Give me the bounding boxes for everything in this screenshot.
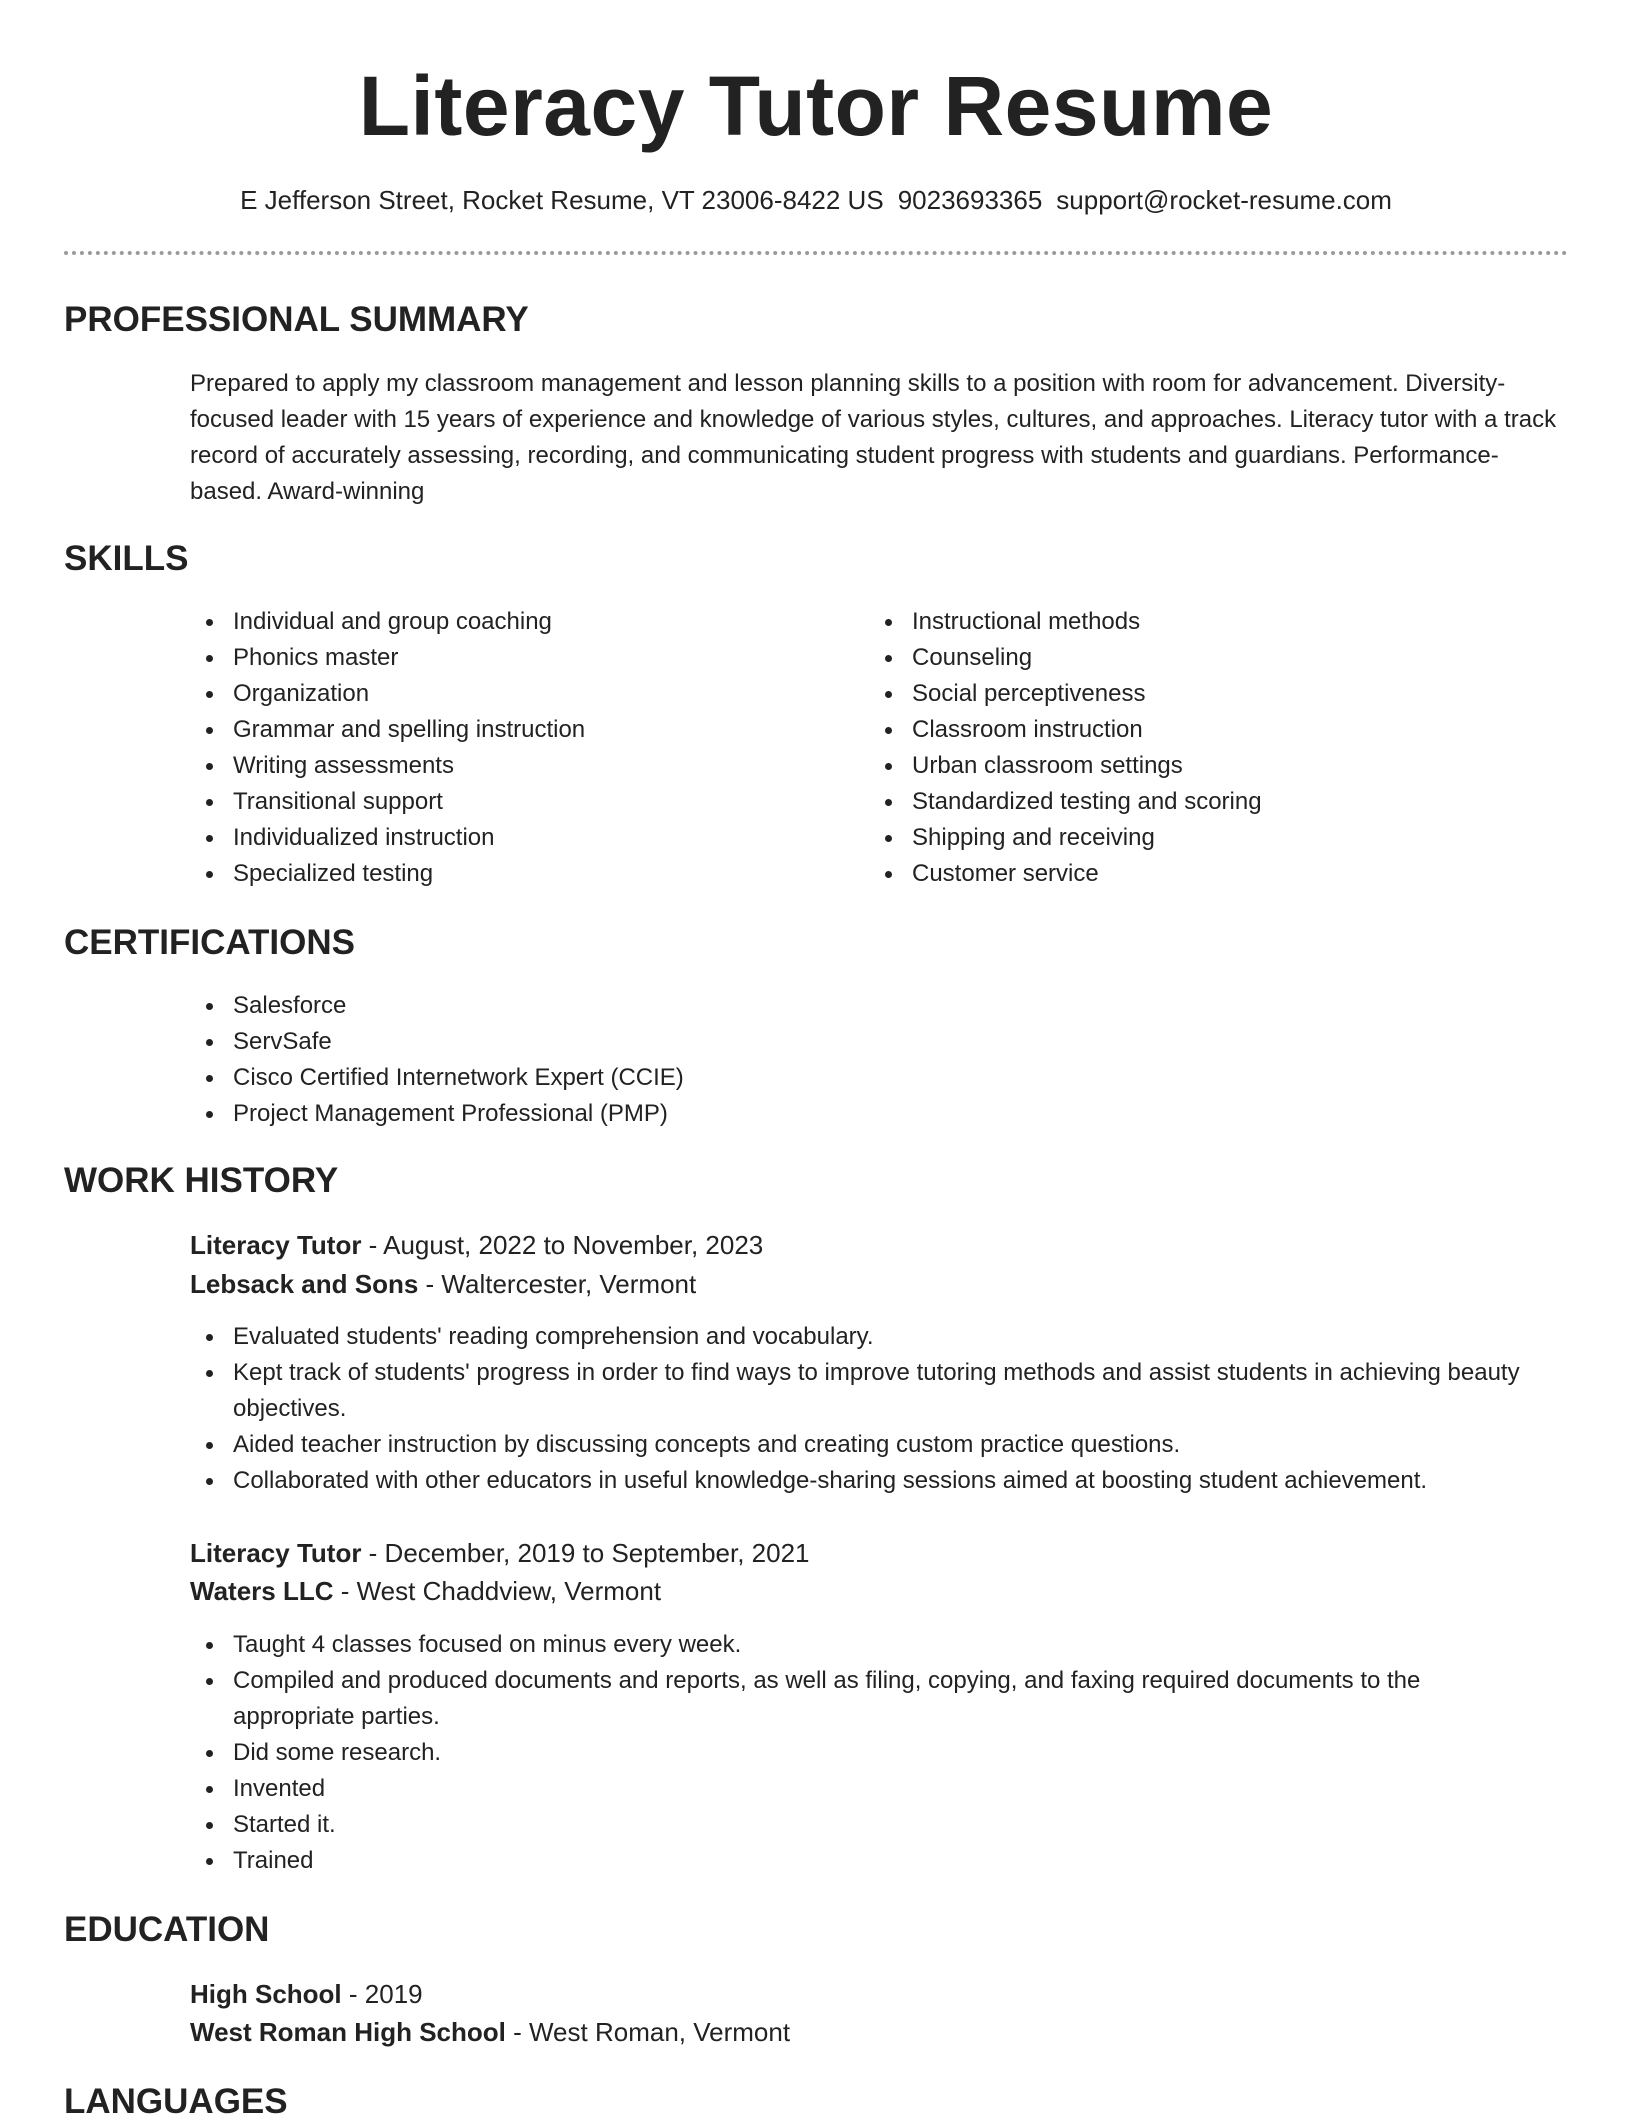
- skill-item: Customer service: [869, 856, 1509, 892]
- certifications-list: [190, 988, 1570, 1132]
- section-title-work-history: WORK HISTORY: [64, 1161, 339, 1200]
- skill-item: Standardized testing and scoring: [869, 784, 1509, 820]
- certification-item: ServSafe: [190, 1024, 1570, 1060]
- skill-item: Individualized instruction: [190, 820, 830, 856]
- job-company: Waters LLC: [190, 1576, 334, 1606]
- job-dates: - December, 2019 to September, 2021: [361, 1538, 810, 1568]
- job-duty-item: Collaborated with other educators in useful knowledge-sharing sessions aimed at boosting student achievement.: [190, 1463, 1535, 1499]
- job-title-line: [190, 1226, 763, 1264]
- skills-list-left: [190, 604, 830, 892]
- contact-phone: 9023693365: [897, 185, 1043, 215]
- skill-item: Shipping and receiving: [869, 820, 1509, 856]
- job-title-line: [190, 1534, 810, 1572]
- job-duties-list: [190, 1319, 1535, 1499]
- job-position: Literacy Tutor: [190, 1538, 362, 1568]
- job-duty-item: Trained: [190, 1843, 1520, 1879]
- job-duty-item: Aided teacher instruction by discussing concepts and creating custom practice questions.: [190, 1427, 1535, 1463]
- skill-item: Urban classroom settings: [869, 748, 1509, 784]
- job-duty-item: Compiled and produced documents and reports, as well as filing, copying, and faxing required documents to the appropriate parties.: [190, 1663, 1520, 1735]
- skill-item: Counseling: [869, 640, 1509, 676]
- section-title-summary: PROFESSIONAL SUMMARY: [64, 300, 529, 339]
- job-duty-item: Evaluated students' reading comprehension and vocabulary.: [190, 1319, 1535, 1355]
- skill-item: Transitional support: [190, 784, 830, 820]
- education-school-line: [190, 2013, 790, 2051]
- contact-email: support@rocket-resume.com: [1056, 185, 1392, 215]
- skill-item: Organization: [190, 676, 830, 712]
- job-duty-item: Did some research.: [190, 1735, 1520, 1771]
- contact-address: E Jefferson Street, Rocket Resume, VT 23006-8422 US: [240, 185, 884, 215]
- skill-item: Specialized testing: [190, 856, 830, 892]
- contact-line: [0, 182, 1632, 218]
- summary-text: Prepared to apply my classroom management and lesson planning skills to a position with room for advancement. Diversity-focused leader with 15 years of experience and knowledge of various styles, cultures, and approaches. Literacy tutor with a track record of accurately assessing, recording, and communicating student progress with students and guardians. Performance-based. Award-winning: [190, 370, 1557, 505]
- job-dates: - August, 2022 to November, 2023: [361, 1230, 764, 1260]
- section-title-education: EDUCATION: [64, 1910, 270, 1949]
- certification-item: Salesforce: [190, 988, 1570, 1024]
- skill-item: Social perceptiveness: [869, 676, 1509, 712]
- section-title-certifications: CERTIFICATIONS: [64, 923, 356, 962]
- job-company-line: [190, 1265, 696, 1303]
- skill-item: Writing assessments: [190, 748, 830, 784]
- header-divider: [64, 251, 1568, 255]
- education-year: - 2019: [341, 1979, 423, 2009]
- job-duty-item: Kept track of students' progress in order to find ways to improve tutoring methods and assist students in achieving beauty objectives.: [190, 1355, 1535, 1427]
- job-duty-item: Invented: [190, 1771, 1520, 1807]
- job-duty-item: Taught 4 classes focused on minus every week.: [190, 1627, 1520, 1663]
- section-title-skills: SKILLS: [64, 539, 189, 578]
- skill-item: Grammar and spelling instruction: [190, 712, 830, 748]
- skill-item: Individual and group coaching: [190, 604, 830, 640]
- job-duty-item: Started it.: [190, 1807, 1520, 1843]
- skills-list-right: [869, 604, 1509, 892]
- education-degree: High School: [190, 1979, 342, 2009]
- education-degree-line: [190, 1975, 423, 2013]
- skill-item: Instructional methods: [869, 604, 1509, 640]
- skill-item: Phonics master: [190, 640, 830, 676]
- certification-item: Cisco Certified Internetwork Expert (CCIE): [190, 1060, 1570, 1096]
- job-company-line: [190, 1572, 661, 1610]
- job-location: - West Chaddview, Vermont: [333, 1576, 662, 1606]
- education-location: - West Roman, Vermont: [505, 2017, 791, 2047]
- job-position: Literacy Tutor: [190, 1230, 362, 1260]
- job-company: Lebsack and Sons: [190, 1269, 419, 1299]
- resume-title: Literacy Tutor Resume: [358, 59, 1274, 153]
- job-duties-list: [190, 1627, 1520, 1879]
- skill-item: Classroom instruction: [869, 712, 1509, 748]
- job-location: - Waltercester, Vermont: [418, 1269, 697, 1299]
- section-title-languages: LANGUAGES: [64, 2082, 288, 2121]
- education-school: West Roman High School: [190, 2017, 506, 2047]
- certification-item: Project Management Professional (PMP): [190, 1096, 1570, 1132]
